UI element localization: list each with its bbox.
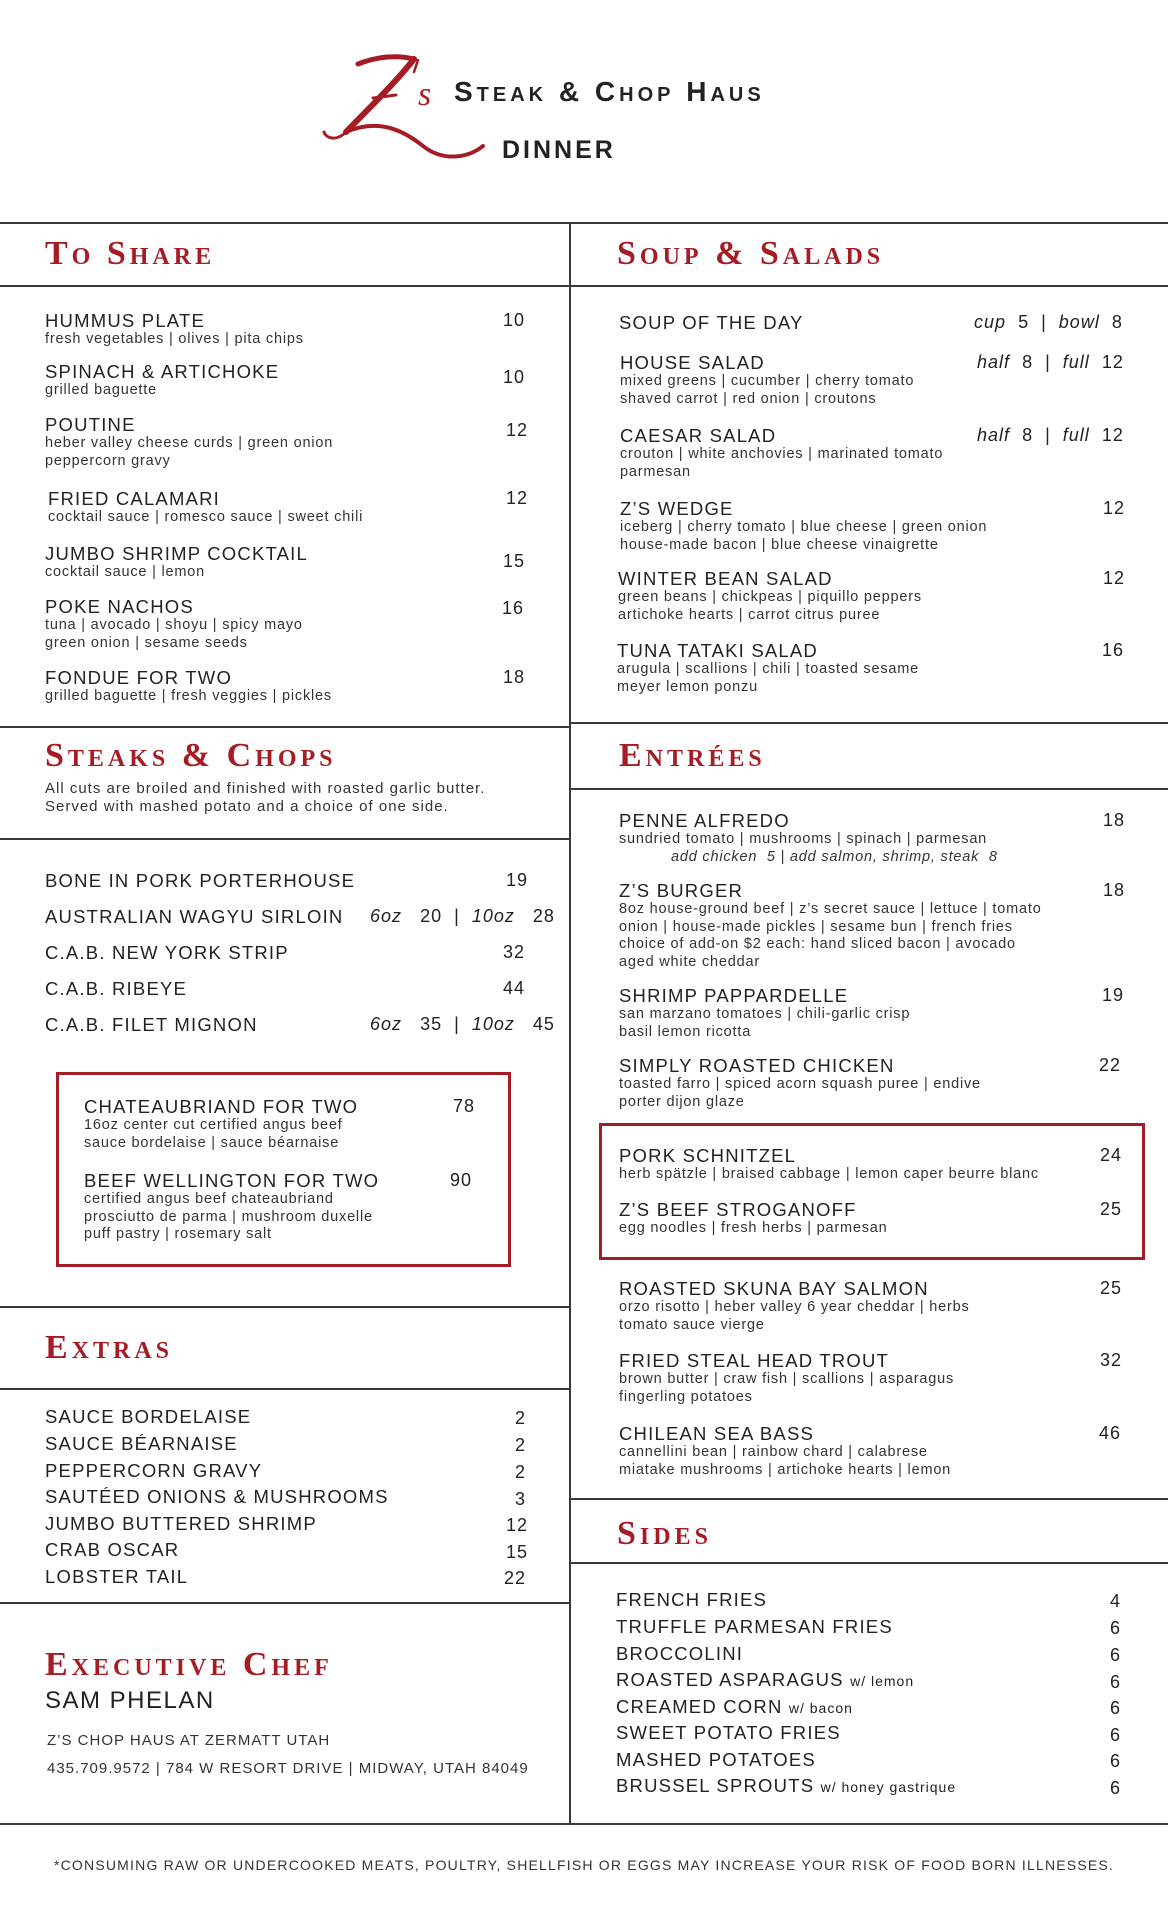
item-desc: cocktail sauce | romesco sauce | sweet chili (48, 509, 364, 525)
item-desc: toasted farro | spiced acorn squash puree | endive porter dijon glaze (619, 1076, 981, 1110)
item-price: 3 (515, 1489, 527, 1509)
item-desc: brown butter | craw fish | scallions | asparagus fingerling potatoes (619, 1371, 954, 1405)
item-price: 46 (1099, 1423, 1122, 1443)
item-desc: green beans | chickpeas | piquillo peppers artichoke hearts | carrot citrus puree (618, 589, 922, 623)
item-price: 4 (1110, 1591, 1122, 1611)
item-name: FRIED CALAMARI (48, 488, 221, 509)
item-name: Z’S WEDGE (620, 498, 734, 519)
list-item (617, 640, 1047, 696)
item-price: 16 (502, 598, 525, 618)
item-price: 6 (1110, 1751, 1122, 1771)
item-name: TUNA TATAKI SALAD (617, 640, 818, 661)
list-item (45, 596, 515, 652)
item-name: PORK SCHNITZEL (619, 1145, 797, 1166)
list-item (45, 361, 515, 400)
item-price: 44 (503, 978, 526, 998)
item-suffix: w/ honey gastrique (820, 1779, 957, 1795)
size-price: 45 (532, 1014, 555, 1034)
item-desc: san marzano tomatoes | chili-garlic crisp basil lemon ricotta (619, 1006, 911, 1040)
list-item (619, 810, 1089, 866)
divider (0, 222, 1168, 224)
list-item (619, 985, 1089, 1041)
list-item (619, 1423, 1089, 1479)
item-price: 2 (515, 1462, 527, 1482)
item-suffix: w/ bacon (788, 1700, 853, 1716)
item-name: TRUFFLE PARMESAN FRIES (616, 1616, 893, 1637)
list-item (619, 312, 999, 333)
section-title-steaks-chops: Steaks & Chops (45, 737, 337, 774)
list-item (618, 568, 1048, 624)
item-name: Z’S BEEF STROGANOFF (619, 1199, 857, 1220)
contact-info: 435.709.9572 | 784 W RESORT DRIVE | MIDWAY, UTAH 84049 (47, 1760, 529, 1777)
item-name: SAUCE BORDELAISE (45, 1406, 252, 1427)
list-item (45, 310, 515, 349)
item-name: MASHED POTATOES (616, 1749, 816, 1770)
item-price: 2 (515, 1408, 527, 1428)
divider (0, 285, 1168, 287)
featured-box (599, 1123, 1145, 1260)
food-safety-disclaimer: *CONSUMING RAW OR UNDERCOOKED MEATS, POULTRY, SHELLFISH OR EGGS MAY INCREASE YOUR RISK OF FOOD BORN ILLNESSES. (53, 1857, 1115, 1873)
item-price: 18 (1103, 810, 1126, 830)
list-item (45, 414, 515, 470)
item-price: 25 (1100, 1199, 1123, 1219)
item-desc: herb spätzle | braised cabbage | lemon caper beurre blanc (619, 1166, 1039, 1182)
item-price: 6 (1110, 1778, 1122, 1798)
item-price: 22 (504, 1568, 527, 1588)
item-name: SHRIMP PAPPARDELLE (619, 985, 849, 1006)
list-item (48, 488, 518, 527)
item-name: ROASTED SKUNA BAY SALMON (619, 1278, 929, 1299)
item-price: 6 (1110, 1698, 1122, 1718)
item-price: 24 (1100, 1145, 1123, 1165)
item-name: ROASTED ASPARAGUS w/ lemon (616, 1669, 915, 1690)
item-desc: certified angus beef chateaubriand prosciutto de parma | mushroom duxelle puff pastry | rosemary salt (84, 1191, 373, 1242)
item-desc: cannellini bean | rainbow chard | calabrese miatake mushrooms | artichoke hearts | lemon (619, 1444, 952, 1478)
item-name: Z’S BURGER (619, 880, 744, 901)
size-price: 12 (1101, 425, 1124, 445)
steaks-note: All cuts are broiled and finished with roasted garlic butter. Served with mashed potato and a choice of one side. (45, 780, 486, 815)
column-divider (569, 222, 571, 1824)
item-name: CHILEAN SEA BASS (619, 1423, 815, 1444)
item-desc: 8oz house-ground beef | z’s secret sauce | lettuce | tomato onion | house-made pickles | sesame bun | french fries choice of add-on $2 each: hand sliced bacon | avocado aged white cheddar (619, 901, 1042, 970)
item-name: C.A.B. NEW YORK STRIP (45, 942, 289, 963)
divider (0, 1602, 569, 1604)
list-item (619, 1199, 1089, 1238)
item-name: WINTER BEAN SALAD (618, 568, 833, 589)
section-title-extras: Extras (45, 1329, 174, 1366)
item-price: 12 (1103, 498, 1126, 518)
divider (569, 722, 1168, 724)
item-price: 6 (1110, 1672, 1122, 1692)
divider (0, 1823, 1168, 1825)
item-price: 12 (506, 488, 529, 508)
item-desc: arugula | scallions | chili | toasted sesame meyer lemon ponzu (617, 661, 919, 695)
item-desc: grilled baguette | fresh veggies | pickles (45, 688, 332, 704)
item-name: CRAB OSCAR (45, 1539, 180, 1560)
item-price: 6 (1110, 1725, 1122, 1745)
item-name: C.A.B. RIBEYE (45, 978, 188, 999)
item-price: 6oz 20 | 10oz 28 (370, 906, 555, 926)
size-price: 5 (1018, 312, 1030, 332)
size-label: full (1062, 425, 1090, 445)
list-item (620, 352, 990, 408)
menu-subtitle: DINNER (502, 136, 616, 164)
list-item (84, 1096, 464, 1152)
item-desc: 16oz center cut certified angus beef sauce bordelaise | sauce béarnaise (84, 1117, 343, 1151)
section-title-sides: Sides (617, 1515, 712, 1552)
item-name: SOUP OF THE DAY (619, 312, 804, 333)
item-name: SPINACH & ARTICHOKE (45, 361, 280, 382)
item-price: 10 (503, 367, 526, 387)
item-price: half 8 | full 12 (977, 352, 1124, 372)
item-name: BONE IN PORK PORTERHOUSE (45, 870, 356, 891)
item-name: HUMMUS PLATE (45, 310, 206, 331)
item-price: half 8 | full 12 (977, 425, 1124, 445)
item-name: BEEF WELLINGTON FOR TWO (84, 1170, 380, 1191)
list-item (620, 425, 990, 481)
divider (0, 1388, 569, 1390)
size-label: 6oz (370, 906, 403, 926)
item-name: POKE NACHOS (45, 596, 194, 617)
item-desc: fresh vegetables | olives | pita chips (45, 331, 304, 347)
item-price: cup 5 | bowl 8 (974, 312, 1123, 332)
item-name: POUTINE (45, 414, 136, 435)
item-name: C.A.B. FILET MIGNON (45, 1014, 258, 1035)
item-desc: crouton | white anchovies | marinated tomato parmesan (620, 446, 944, 480)
chef-name: SAM PHELAN (45, 1687, 215, 1714)
item-price: 18 (1103, 880, 1126, 900)
divider (569, 1498, 1168, 1500)
item-desc: iceberg | cherry tomato | blue cheese | green onion house-made bacon | blue cheese vinaigrette (620, 519, 988, 553)
list-item (619, 1278, 1089, 1334)
item-name: FONDUE FOR TWO (45, 667, 233, 688)
item-price: 32 (503, 942, 526, 962)
item-suffix: w/ lemon (850, 1673, 915, 1689)
size-label: 10oz (471, 906, 515, 926)
item-desc: heber valley cheese curds | green onion peppercorn gravy (45, 435, 334, 469)
size-label: cup (974, 312, 1007, 332)
list-item (45, 667, 515, 706)
venue-name: Z’S CHOP HAUS AT ZERMATT UTAH (47, 1732, 331, 1749)
size-label: bowl (1058, 312, 1100, 332)
item-price: 15 (506, 1542, 529, 1562)
item-name: BROCCOLINI (616, 1643, 744, 1664)
section-title-entrees: Entrées (619, 737, 766, 774)
section-title-to-share: To Share (45, 235, 216, 272)
item-desc: mixed greens | cucumber | cherry tomato shaved carrot | red onion | croutons (620, 373, 915, 407)
list-item (84, 1170, 464, 1244)
item-price: 18 (503, 667, 526, 687)
item-name: SAUTÉED ONIONS & MUSHROOMS (45, 1486, 389, 1507)
list-item (619, 1055, 1089, 1111)
size-label: half (977, 425, 1011, 445)
item-price: 78 (453, 1096, 476, 1116)
list-item (619, 1145, 1089, 1184)
list-item (620, 498, 1050, 554)
item-price: 12 (506, 1515, 529, 1535)
item-name: FRIED STEAL HEAD TROUT (619, 1350, 890, 1371)
item-name: FRENCH FRIES (616, 1589, 768, 1610)
divider (569, 788, 1168, 790)
item-name: HOUSE SALAD (620, 352, 765, 373)
item-desc: grilled baguette (45, 382, 157, 398)
item-price: 25 (1100, 1278, 1123, 1298)
item-name: JUMBO BUTTERED SHRIMP (45, 1513, 317, 1534)
size-label: 10oz (471, 1014, 515, 1034)
item-name: BRUSSEL SPROUTS w/ honey gastrique (616, 1775, 957, 1796)
divider (0, 838, 569, 840)
item-name: CAESAR SALAD (620, 425, 777, 446)
item-price: 15 (503, 551, 526, 571)
size-label: half (977, 352, 1011, 372)
item-price: 19 (1102, 985, 1125, 1005)
item-name: SWEET POTATO FRIES (616, 1722, 841, 1743)
item-name: PEPPERCORN GRAVY (45, 1460, 263, 1481)
item-price: 32 (1100, 1350, 1123, 1370)
size-price: 35 (420, 1014, 443, 1034)
item-name: CHATEAUBRIAND FOR TWO (84, 1096, 359, 1117)
item-name: CREAMED CORN w/ bacon (616, 1696, 853, 1717)
brand-name: Steak & Chop Haus (454, 76, 765, 107)
item-desc: sundried tomato | mushrooms | spinach | parmesan (619, 831, 988, 847)
item-price: 16 (1102, 640, 1125, 660)
size-label: full (1062, 352, 1090, 372)
item-desc: egg noodles | fresh herbs | parmesan (619, 1220, 888, 1236)
size-label: 6oz (370, 1014, 403, 1034)
list-item (619, 880, 1089, 971)
item-name: AUSTRALIAN WAGYU SIRLOIN (45, 906, 344, 927)
item-price: 6 (1110, 1618, 1122, 1638)
divider (569, 1562, 1168, 1564)
item-price: 12 (506, 420, 529, 440)
item-name: PENNE ALFREDO (619, 810, 790, 831)
divider (0, 726, 569, 728)
item-desc: tuna | avocado | shoyu | spicy mayo green onion | sesame seeds (45, 617, 303, 651)
svg-text:s: s (418, 76, 432, 113)
size-price: 8 (1022, 352, 1034, 372)
item-name: SAUCE BÉARNAISE (45, 1433, 238, 1454)
size-price: 12 (1101, 352, 1124, 372)
list-item (619, 1350, 1089, 1406)
item-desc: orzo risotto | heber valley 6 year cheddar | herbs tomato sauce vierge (619, 1299, 970, 1333)
item-price: 90 (450, 1170, 473, 1190)
size-price: 8 (1111, 312, 1123, 332)
list-item (45, 543, 515, 582)
item-price: 6 (1110, 1645, 1122, 1665)
size-price: 20 (420, 906, 443, 926)
size-price: 28 (532, 906, 555, 926)
item-desc: cocktail sauce | lemon (45, 564, 205, 580)
section-title-executive-chef: Executive Chef (45, 1646, 333, 1683)
item-addon: add chicken 5 | add salmon, shrimp, steak 8 (671, 848, 998, 865)
item-price: 2 (515, 1435, 527, 1455)
section-title-soup-salads: Soup & Salads (617, 235, 885, 272)
item-name: SIMPLY ROASTED CHICKEN (619, 1055, 895, 1076)
divider (0, 1306, 569, 1308)
size-price: 8 (1022, 425, 1034, 445)
item-price: 10 (503, 310, 526, 330)
item-price: 6oz 35 | 10oz 45 (370, 1014, 555, 1034)
item-name: JUMBO SHRIMP COCKTAIL (45, 543, 308, 564)
item-price: 22 (1099, 1055, 1122, 1075)
item-price: 12 (1103, 568, 1126, 588)
item-name: LOBSTER TAIL (45, 1566, 189, 1587)
item-price: 19 (506, 870, 529, 890)
